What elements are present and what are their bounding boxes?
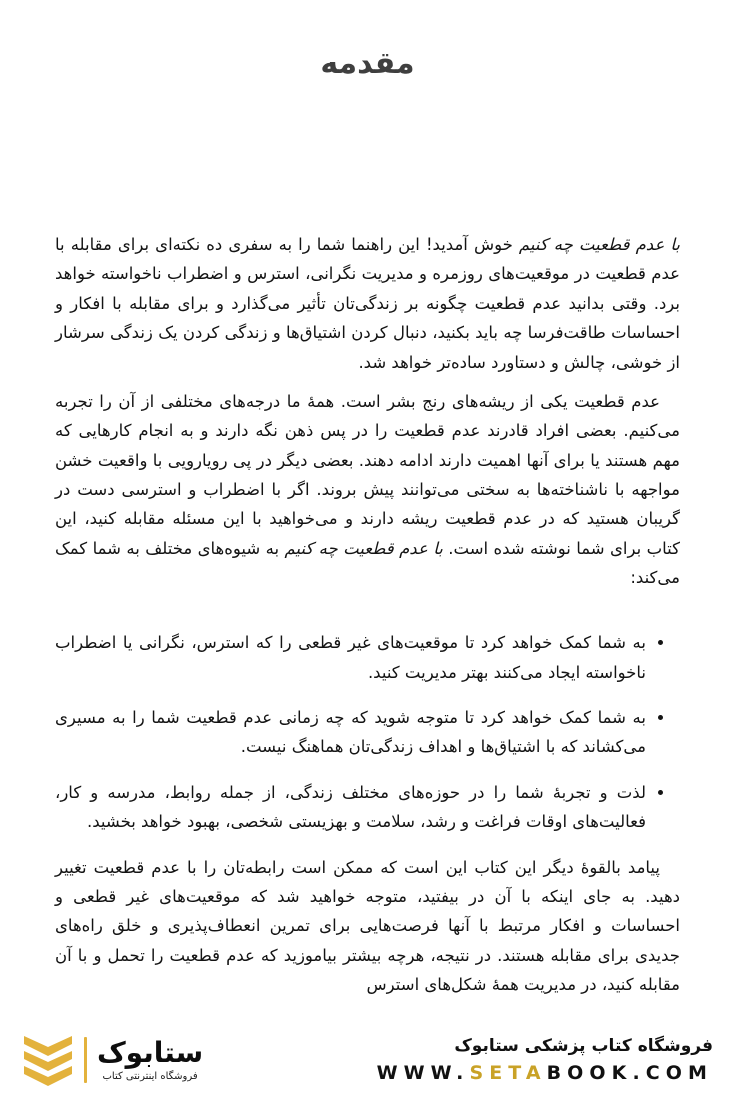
setabook-logo: [22, 1034, 203, 1086]
page-title: مقدمه: [320, 46, 415, 82]
paragraph-intro-text: خوش آمدید! این راهنما شما را به سفری ده نکته‌ای برای مقابله با عدم قطعیت در موقعیت‌های روزمره و مدیریت نگرانی، استرس و اضطراب ناخواسته خواهد برد. وقتی بدانید عدم قطعیت چگونه بر زندگی‌تان تأثیر می‌گذارد و برای مقابله با افکار و احساسات طاقت‌فرسا چه باید بکنید، دنبال کردن اشتیاق‌ها و زندگی کردن یک زندگی سرشار از خوشی، چالش و دستاورد ساده‌تر خواهد شد.: [55, 235, 680, 372]
list-item: • به شما کمک خواهد کرد تا متوجه شوید که چه زمانی عدم قطعیت شما را به مسیری می‌کشاند که با اشتیاق‌ها و اهداف زندگی‌تان هماهنگ نیست.: [55, 703, 646, 762]
paragraph-second: [55, 387, 680, 593]
logo-wordmark: ستابوک: [97, 1036, 204, 1070]
paragraph-second-after: به شیوه‌های مختلف به شما کمک می‌کند:: [55, 538, 680, 588]
paragraph-second-text: عدم قطعیت یکی از ریشه‌های رنج بشر است. همهٔ ما درجه‌های مختلفی از آن را تجربه می‌کنیم. بعضی افراد قادرند عدم قطعیت را در پس ذهن نگه دارند و به انجام کارهایی که مهم هستند یا برای آنها اهمیت دارند ادامه دهند. بعضی دیگر در پی رویارویی با واقعیت خشن مواجهه با ناشناخته‌ها به سختی می‌توانند پیش بروند. اگر با اضطراب و استرسی دست در گریبان هستید که در عدم قطعیت ریشه دارند و می‌خواهید با این مسئله مقابله کنید، این کتاب برای شما نوشته شده است.: [55, 391, 680, 558]
book-title-italic-2: با عدم قطعیت چه کنیم: [284, 538, 443, 558]
body-text: [55, 230, 680, 1009]
list-item: • لذت و تجربهٔ شما را در حوزه‌های مختلف زندگی، از جمله روابط، مدرسه و کار، فعالیت‌های اوقات فراغت و رشد، سلامت و بهزیستی شخصی، بهبود خواهد بخشید.: [55, 778, 646, 837]
site-url-suffix: BOOK.COM: [546, 1062, 713, 1085]
paragraph-intro: [55, 230, 680, 377]
paragraph-final: پیامد بالقوهٔ دیگر این کتاب این است که ممکن است رابطه‌تان را با عدم قطعیت تغییر دهید. به جای اینکه با آن در بیفتید، متوجه خواهید شد که موقعیت‌های غیر قطعی و احساسات و افکار مرتبط با آنها فرصت‌هایی برای تمرین انعطاف‌پذیری و خلق راه‌های جدیدی برای مقابله هستند. در نتیجه، هرچه بیشتر بیاموزید که عدم قطعیت را تحمل و با آن مقابله کنید، در مدیریت همهٔ شکل‌های استرس: [55, 857, 680, 994]
footer: [0, 1020, 735, 1100]
site-url-highlight: SETA: [469, 1062, 547, 1085]
logo-caption: فروشگاه اینترنتی کتاب: [102, 1070, 198, 1082]
site-url: [377, 1062, 713, 1084]
book-title-italic: با عدم قطعیت چه کنیم: [518, 235, 680, 255]
store-name: فروشگاه کتاب پزشکی ستابوک: [454, 1036, 713, 1057]
logo-divider-bar: [84, 1037, 87, 1083]
footer-store-block: [377, 1036, 713, 1084]
chevron-logo-icon: [22, 1034, 74, 1086]
site-url-prefix: WWW.: [376, 1062, 470, 1085]
list-item: • به شما کمک خواهد کرد تا موقعیت‌های غیر قطعی را که استرس، نگرانی یا اضطراب ناخواسته ایجاد می‌کنند بهتر مدیریت کنید.: [55, 628, 646, 687]
logo-text-block: [97, 1038, 203, 1082]
bullet-list: [55, 628, 680, 836]
